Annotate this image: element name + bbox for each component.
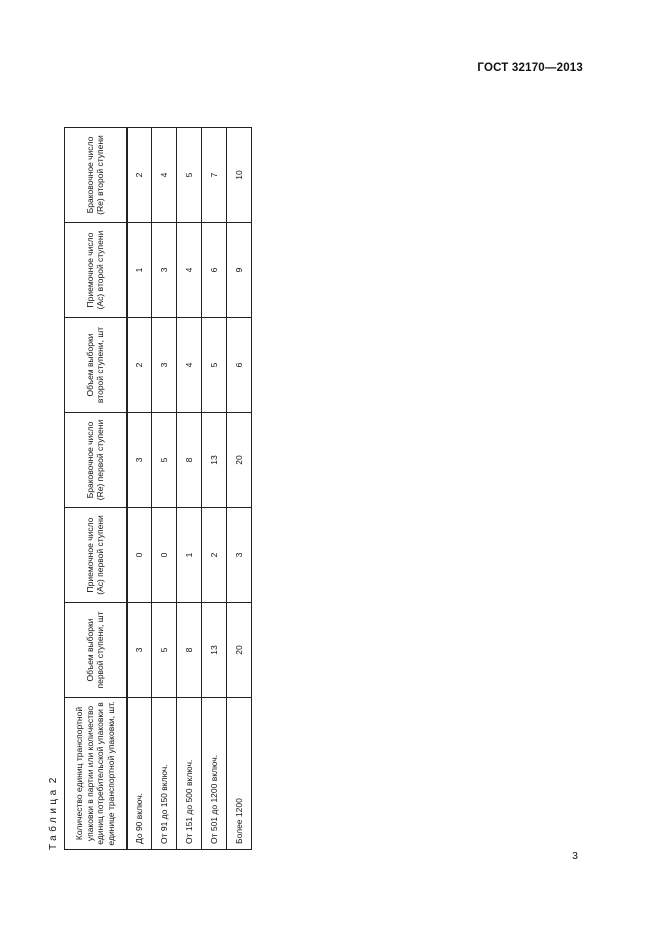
standard-code: ГОСТ 32170—2013 <box>477 62 583 74</box>
table-cell: 1 <box>127 223 152 318</box>
header-cell-sample-size-2: Объем выборки второй ступени, шт <box>65 318 127 413</box>
table-row <box>202 128 227 850</box>
table-cell: 13 <box>202 413 227 508</box>
header-cell-acceptance-2: Приемочное число (Ac) второй ступени <box>65 223 127 318</box>
table-cell: 0 <box>127 508 152 603</box>
table-cell: 5 <box>152 413 177 508</box>
page-number: 3 <box>572 850 578 862</box>
table-cell: 6 <box>227 318 252 413</box>
table-cell: От 501 до 1200 включ. <box>202 698 227 850</box>
table-cell: От 91 до 150 включ. <box>152 698 177 850</box>
table-cell: От 151 до 500 включ. <box>177 698 202 850</box>
table-cell: Более 1200 <box>227 698 252 850</box>
table-cell: 3 <box>152 318 177 413</box>
table-cell: До 90 включ. <box>127 698 152 850</box>
table-cell: 3 <box>152 223 177 318</box>
table-cell: 2 <box>127 318 152 413</box>
header-cell-rejection-1: Браковочное число (Re) первой ступени <box>65 413 127 508</box>
table-cell: 4 <box>152 128 177 223</box>
table-cell: 8 <box>177 603 202 698</box>
table-cell: 8 <box>177 413 202 508</box>
table-cell: 5 <box>202 318 227 413</box>
table-cell: 13 <box>202 603 227 698</box>
table-cell: 1 <box>177 508 202 603</box>
table-cell: 5 <box>177 128 202 223</box>
table-cell: 2 <box>202 508 227 603</box>
table-caption-label: Таблица <box>48 786 59 850</box>
table-caption-number: 2 <box>48 777 59 784</box>
table-row <box>227 128 252 850</box>
table-cell: 0 <box>152 508 177 603</box>
table-cell: 7 <box>202 128 227 223</box>
header-cell-rejection-2: Браковочное число (Re) второй ступени <box>65 128 127 223</box>
table-cell: 5 <box>152 603 177 698</box>
table-cell: 9 <box>227 223 252 318</box>
table-header-row <box>65 128 127 850</box>
table-row <box>152 128 177 850</box>
acceptance-table <box>64 127 252 850</box>
rotated-table-block <box>48 90 253 850</box>
table-row <box>127 128 152 850</box>
table-cell: 3 <box>127 603 152 698</box>
table-cell: 4 <box>177 318 202 413</box>
table-cell: 20 <box>227 413 252 508</box>
header-cell-sample-size-1: Объем выборки первой ступени, шт <box>65 603 127 698</box>
table-cell: 4 <box>177 223 202 318</box>
table-caption <box>48 778 59 850</box>
table-row <box>177 128 202 850</box>
table-cell: 10 <box>227 128 252 223</box>
table-cell: 2 <box>127 128 152 223</box>
table-cell: 6 <box>202 223 227 318</box>
table-cell: 3 <box>127 413 152 508</box>
table-cell: 20 <box>227 603 252 698</box>
table-cell: 3 <box>227 508 252 603</box>
header-cell-acceptance-1: Приемочное число (Ac) первой ступени <box>65 508 127 603</box>
header-cell-lot-size: Количество единиц транспортной упаковки в партии или количество единиц потребительской упаковки в единице транспортной упаковки, шт. <box>65 698 127 850</box>
